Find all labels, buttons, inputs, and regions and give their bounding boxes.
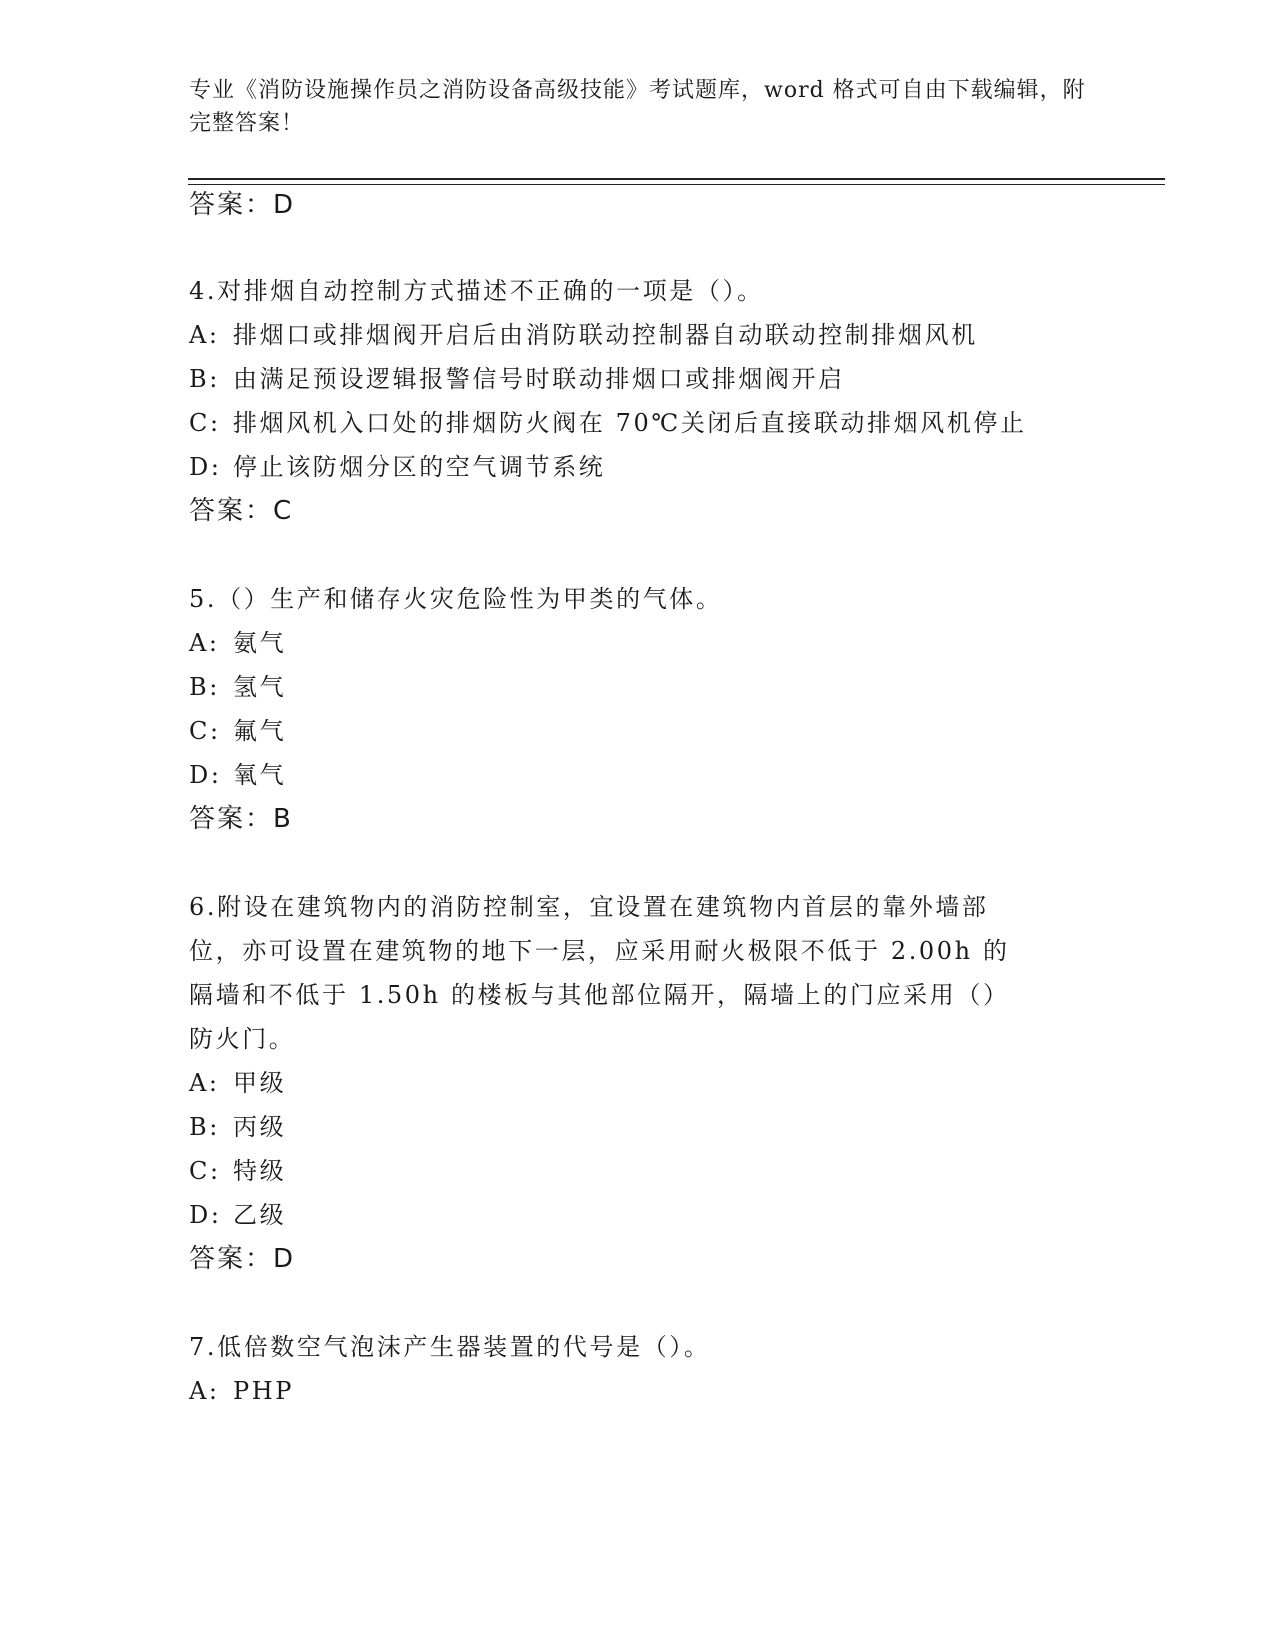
question-6-stem-line-1: 6.附设在建筑物内的消防控制室，宜设置在建筑物内首层的靠外墙部 [189, 893, 989, 921]
question-4-stem: 4.对排烟自动控制方式描述不正确的一项是（）。 [189, 277, 764, 305]
question-5-option-c: C: 氟气 [189, 717, 287, 745]
question-6-option-d: D: 乙级 [189, 1201, 287, 1229]
question-6-option-c: C: 特级 [189, 1157, 287, 1185]
question-5-stem: 5.（）生产和储存火灾危险性为甲类的气体。 [189, 585, 723, 613]
question-4-option-b: B: 由满足预设逻辑报警信号时联动排烟口或排烟阀开启 [189, 365, 845, 393]
document-header: 专业《消防设施操作员之消防设备高级技能》考试题库，word 格式可自由下载编辑，附完整答案！ [189, 78, 1086, 136]
question-6-stem-line-3: 隔墙和不低于 1.50h 的楼板与其他部位隔开，隔墙上的门应采用（） [189, 981, 1010, 1009]
question-5-answer: 答案：B [189, 804, 293, 834]
question-4-option-c: C: 排烟风机入口处的排烟防火阀在 70℃关闭后直接联动排烟风机停止 [189, 409, 1027, 437]
question-4-answer: 答案：C [189, 496, 294, 526]
header-divider-bottom [188, 184, 1165, 185]
question-6-stem-line-2: 位，亦可设置在建筑物的地下一层，应采用耐火极限不低于 2.00h 的 [189, 937, 1010, 965]
question-6-stem-line-4: 防火门。 [189, 1025, 296, 1053]
question-6-answer: 答案：D [189, 1244, 296, 1274]
question-5-option-b: B: 氢气 [189, 673, 287, 701]
header-divider-top [188, 178, 1165, 180]
question-5-option-d: D: 氧气 [189, 761, 287, 789]
question-4-option-d: D: 停止该防烟分区的空气调节系统 [189, 453, 606, 481]
question-5-option-a: A: 氨气 [189, 629, 287, 657]
answer-line: 答案：D [189, 190, 296, 220]
question-6-option-a: A: 甲级 [189, 1069, 287, 1097]
question-7-stem: 7.低倍数空气泡沫产生器装置的代号是（）。 [189, 1333, 711, 1361]
question-6-option-b: B: 丙级 [189, 1113, 287, 1141]
question-4-option-a: A: 排烟口或排烟阀开启后由消防联动控制器自动联动控制排烟风机 [189, 321, 978, 349]
question-7-option-a: A: PHP [189, 1377, 295, 1405]
